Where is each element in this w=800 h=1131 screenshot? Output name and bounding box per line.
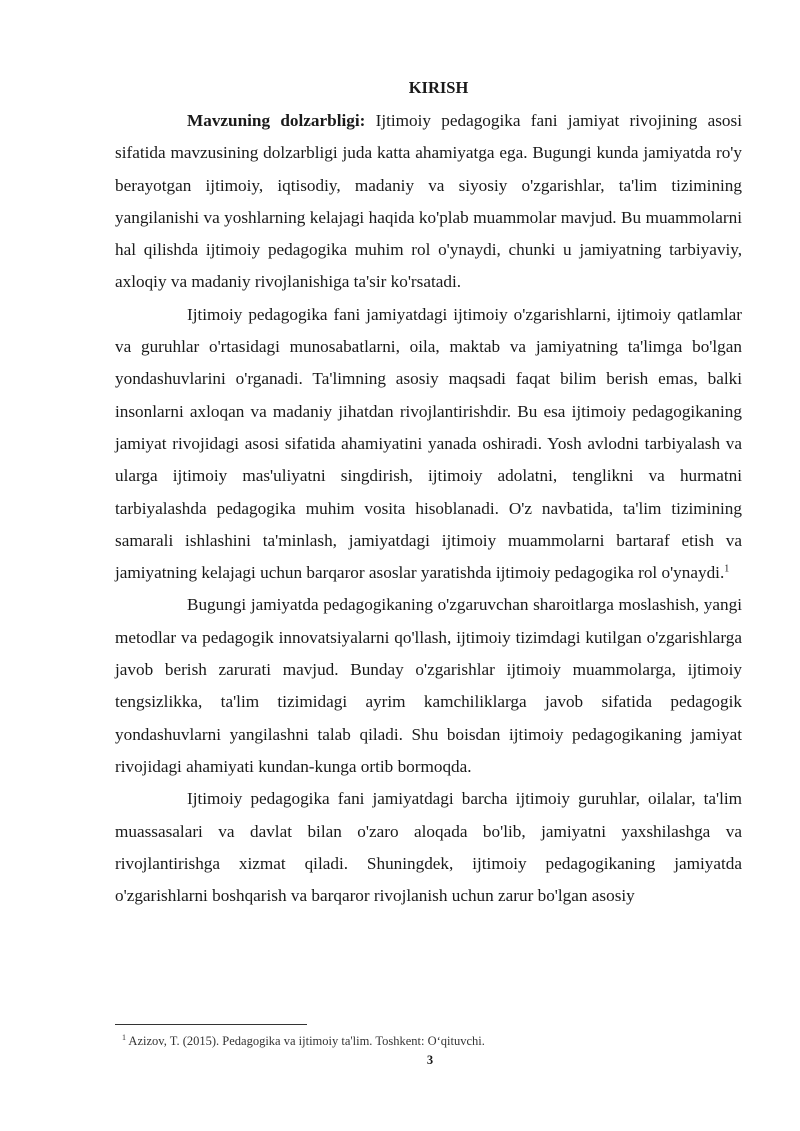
footnote-reference[interactable]: 1 — [724, 563, 730, 575]
paragraph-3-text: Bugungi jamiyatda pedagogikaning o'zgaruvchan sharoitlarga moslashish, yangi metodlar va pedagogik innovatsiyalarni qo'llash, ijtimoiy tizimdagi kutilgan o'zgarishlarga javob berish zarurati mavjud. Bunday o'zgarishlar ijtimoiy muammolarga, ijtimoiy tengsizlikka, ta'lim tizimidagi ayrim kamchiliklarga javob sifatida pedagogik yondashuvlarni yangilashni talab qiladi. Shu boisdan ijtimoiy pedagogikaning jamiyat rivojidagi ahamiyati kundan-kunga ortib bormoqda. — [115, 595, 742, 776]
paragraph-1-text: Ijtimoiy pedagogika fani jamiyat rivojining asosi sifatida mavzusining dolzarbligi juda katta ahamiyatga ega. Bugungi kunda jamiyatda ro'y berayotgan ijtimoiy, iqtisodiy, madaniy va siyosiy o'zgarishlar, ta'lim tizimining yangilanishi va yoshlarning kelajagi haqida ko'plab muammolar mavjud. Bu muammolarni hal qilishda ijtimoiy pedagogika muhim rol o'ynaydi, chunki u jamiyatning tarbiyaviy, axloqiy va madaniy rivojlanishiga ta'sir ko'rsatadi. — [115, 111, 742, 292]
page-number: 3 — [426, 1053, 434, 1067]
footnote-text: Azizov, T. (2015). Pedagogika va ijtimoiy ta'lim. Toshkent: O‘qituvchi. — [126, 1034, 485, 1048]
paragraph-1 — [115, 105, 742, 299]
paragraph-3 — [115, 589, 742, 783]
footnote-separator — [115, 1024, 307, 1025]
paragraph-2-text: Ijtimoiy pedagogika fani jamiyatdagi ijtimoiy o'zgarishlarni, ijtimoiy qatlamlar va guruhlar o'rtasidagi munosabatlarni, oila, maktab va jamiyatning ta'limga bo'lgan yondashuvlarini o'rganadi. Ta'limning asosiy maqsadi faqat bilim berish emas, balki insonlarni axloqan va madaniy jihatdan rivojlantirishdir. Bu esa ijtimoiy pedagogikaning jamiyat rivojidagi asosi sifatida ahamiyatini yanada oshiradi. Yosh avlodni tarbiyalash va ularga ijtimoiy mas'uliyatni singdirish, ijtimoiy adolatni, tenglikni va hurmatni tarbiyalashda pedagogika muhim vosita hisoblanadi. O'z navbatida, ta'lim tizimining samarali ishlashini ta'minlash, jamiyatdagi ijtimoiy muammolarni bartaraf etish va jamiyatning kelajagi uchun barqaror asoslar yaratishda ijtimoiy pedagogika rol o'ynaydi. — [115, 304, 742, 583]
paragraph-4-text: Ijtimoiy pedagogika fani jamiyatdagi barcha ijtimoiy guruhlar, oilalar, ta'lim muassasalari va davlat bilan o'zaro aloqada bo'lib, jamiyatni yaxshilashga va rivojlantirishga xizmat qiladi. Shuningdek, ijtimoiy pedagogikaning jamiyatda o'zgarishlarni boshqarish va barqaror rivojlanish uchun zarur bo'lgan asosiy — [115, 789, 742, 906]
paragraph-4 — [115, 783, 742, 912]
section-heading: KIRISH — [408, 78, 469, 97]
lead-label: Mavzuning dolzarbligi: — [187, 111, 366, 130]
footnote-marker: 1 — [122, 1032, 126, 1042]
footnote — [122, 1034, 485, 1049]
paragraph-2 — [115, 299, 742, 590]
